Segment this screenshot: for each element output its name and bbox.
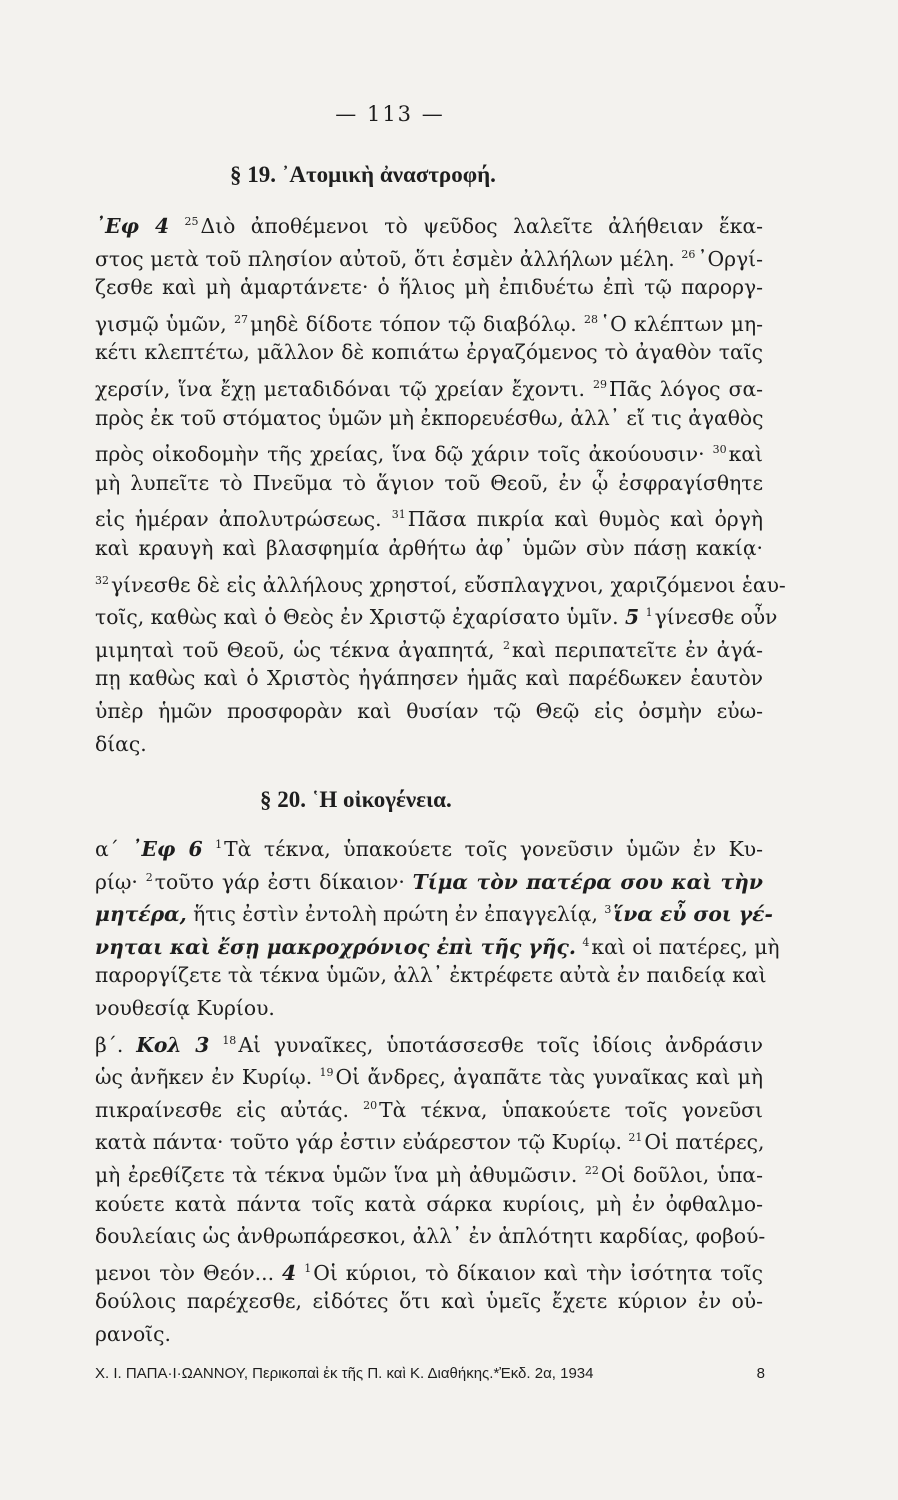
- section-20-heading: § 20. ῾Η οἰκογένεια.: [260, 787, 452, 812]
- text-line: πρὸς ἐκ τοῦ στόματος ὑμῶν μὴ ἐκπορευέσθω, ἀλλ᾿ εἴ τις ἀγαθὸς: [95, 405, 764, 430]
- text-line: δουλείαις ὡς ἀνθρωπάρεσκοι, ἀλλ᾿ ἐν ἁπλότητι καρδίας, φοβού-: [95, 1224, 766, 1249]
- text-line: μὴ ἐρεθίζετε τὰ τέκνα ὑμῶν ἵνα μὴ ἀθυμῶσιν. $^{22}$Οἱ δοῦλοι, ὑπα-: [95, 1162, 763, 1187]
- text-line: μενοι τὸν Θεόν... 4 $^1$Οἱ κύριοι, τὸ δίκαιον καὶ τὴν ἰσότητα τοῖς: [95, 1260, 763, 1285]
- signature-number: 8: [756, 1365, 765, 1382]
- text-line: κούετε κατὰ πάντα τοῖς κατὰ σάρκα κυρίοις, μὴ ἐν ὀφθαλμο-: [95, 1191, 763, 1216]
- text-line: ζεσθε καὶ μὴ ἁμαρτάνετε· ὁ ἥλιος μὴ ἐπιδυέτω ἐπὶ τῷ παροργ-: [95, 275, 763, 300]
- text-line: πῃ καθὼς καὶ ὁ Χριστὸς ἠγάπησεν ἡμᾶς καὶ παρέδωκεν ἑαυτὸν: [95, 666, 763, 691]
- text-line: πρὸς οἰκοδομὴν τῆς χρείας, ἵνα δῷ χάριν τοῖς ἀκούουσιν· $^{30}$καὶ: [95, 442, 763, 467]
- text-line: μητέρα, ἥτις ἐστὶν ἐντολὴ πρώτη ἐν ἐπαγγελίᾳ, $^3$ἵνα εὖ σοι γέ-: [95, 902, 773, 927]
- text-line: κατὰ πάντα· τοῦτο γάρ ἐστιν εὐάρεστον τῷ Κυρίῳ. $^{21}$Οἱ πατέρες,: [95, 1130, 765, 1155]
- text-line: $^{32}$γίνεσθε δὲ εἰς ἀλλήλους χρηστοί, εὔσπλαγχνοι, χαριζόμενοι ἑαυ-: [95, 572, 786, 597]
- section-19-body: [95, 206, 786, 760]
- text-line: εἰς ἡμέραν ἀπολυτρώσεως. $^{31}$Πᾶσα πικρία καὶ θυμὸς καὶ ὀργὴ: [95, 507, 763, 532]
- text-line: κέτι κλεπτέτω, μᾶλλον δὲ κοπιάτω ἐργαζόμενος τὸ ἀγαθὸν ταῖς: [95, 340, 763, 365]
- text-line: ρανοῖς.: [95, 1321, 171, 1346]
- footer-citation: Χ. Ι. ΠΑΠΑ·Ι·ΩΑΝΝΟΥ, Περικοπαὶ ἐκ τῆς Π. καὶ Κ. Διαθήκης.*Ἐκδ. 2α, 1934: [95, 1365, 594, 1382]
- text-line: α΄ ᾿Εφ 6 $^1$Τὰ τέκνα, ὑπακούετε τοῖς γονεῦσιν ὑμῶν ἐν Κυ-: [95, 837, 763, 861]
- text-line: νηται καὶ ἔσῃ μακροχρόνιος ἐπὶ τῆς γῆς. $^4$καὶ οἱ πατέρες, μὴ: [95, 934, 780, 959]
- text-line: στος μετὰ τοῦ πλησίον αὐτοῦ, ὅτι ἐσμὲν ἀλλήλων μέλη. $^{26}$᾿Οργί-: [95, 246, 763, 271]
- text-line: νουθεσίᾳ Κυρίου.: [95, 995, 275, 1020]
- text-line: χερσίν, ἵνα ἔχῃ μεταδιδόναι τῷ χρείαν ἔχοντι. $^{29}$Πᾶς λόγος σα-: [95, 376, 763, 401]
- section-19-heading: § 19. ᾿Ατομικὴ ἀναστροφή.: [230, 162, 496, 187]
- text-line: ρίῳ· $^2$τοῦτο γάρ ἐστι δίκαιον· Τίμα τὸν πατέρα σου καὶ τὴν: [95, 869, 763, 894]
- text-line: πικραίνεσθε εἰς αὐτάς. $^{20}$Τὰ τέκνα, ὑπακούετε τοῖς γονεῦσι: [95, 1097, 763, 1122]
- page-number: — 113 —: [335, 102, 445, 126]
- text-line: καὶ κραυγὴ καὶ βλασφημία ἀρθήτω ἀφ᾿ ὑμῶν σὺν πάσῃ κακίᾳ·: [95, 535, 763, 560]
- text-line: ὑπὲρ ἡμῶν προσφορὰν καὶ θυσίαν τῷ Θεῷ εἰς ὀσμὴν εὐω-: [95, 698, 763, 723]
- text-line: τοῖς, καθὼς καὶ ὁ Θεὸς ἐν Χριστῷ ἐχαρίσατο ὑμῖν. 5 $^1$γίνεσθε οὖν: [95, 605, 778, 630]
- text-line: μιμηταὶ τοῦ Θεοῦ, ὡς τέκνα ἀγαπητά, $^2$καὶ περιπατεῖτε ἐν ἀγά-: [95, 637, 763, 662]
- text-line: παροργίζετε τὰ τέκνα ὑμῶν, ἀλλ᾿ ἐκτρέφετε αὐτὰ ἐν παιδείᾳ καὶ: [95, 963, 767, 988]
- text-line: ᾿Εφ 4 $^{25}$Διὸ ἀποθέμενοι τὸ ψεῦδος λαλεῖτε ἀλήθειαν ἕκα-: [95, 214, 763, 238]
- text-line: ὡς ἀνῆκεν ἐν Κυρίῳ. $^{19}$Οἱ ἄνδρες, ἀγαπᾶτε τὰς γυναῖκας καὶ μὴ: [95, 1065, 763, 1090]
- text-line: γισμῷ ὑμῶν, $^{27}$μηδὲ δίδοτε τόπον τῷ διαβόλῳ. $^{28}$῾Ο κλέπτων μη-: [95, 311, 763, 336]
- section-20-body: [95, 829, 780, 1351]
- text-line: δίας.: [95, 731, 147, 756]
- text-line: μὴ λυπεῖτε τὸ Πνεῦμα τὸ ἅγιον τοῦ Θεοῦ, ἐν ᾧ ἐσφραγίσθητε: [95, 470, 763, 495]
- text-line: δούλοις παρέχεσθε, εἰδότες ὅτι καὶ ὑμεῖς ἔχετε κύριον ἐν οὐ-: [95, 1289, 763, 1314]
- page-footer: [95, 1365, 765, 1382]
- text-line: β΄. Κολ 3 $^{18}$Αἱ γυναῖκες, ὑποτάσσεσθε τοῖς ἰδίοις ἀνδράσιν: [95, 1032, 763, 1057]
